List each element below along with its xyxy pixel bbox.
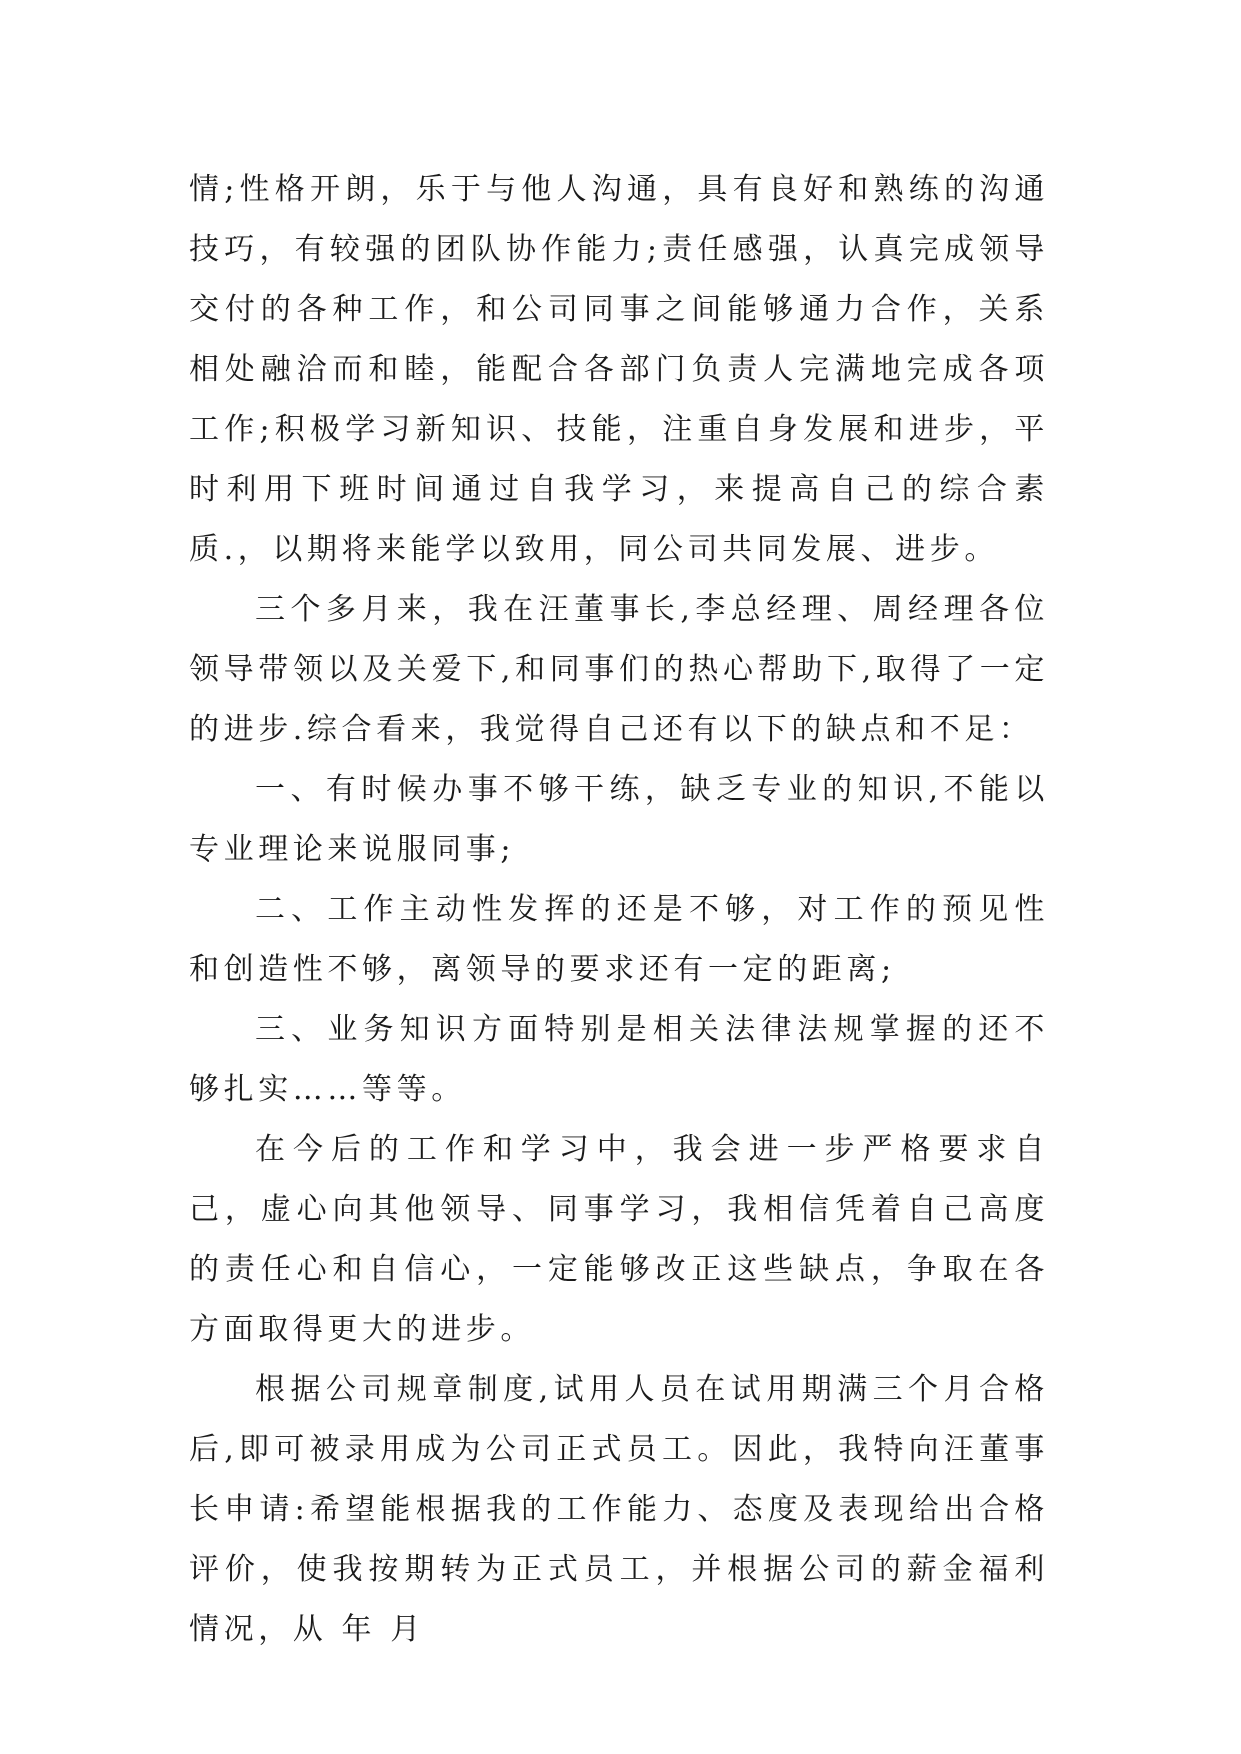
paragraph-5: 三、业务知识方面特别是相关法律法规掌握的还不够扎实……等等。 — [189, 1012, 1049, 1107]
paragraph-1: 情;性格开朗，乐于与他人沟通，具有良好和熟练的沟通技巧，有较强的团队协作能力;责任感强，认真完成领导交付的各种工作，和公司同事之间能够通力合作，关系相处融洽而和睦，能配合各部门负责人完满地完成各项工作;积极学习新知识、技能，注重自身发展和进步，平时利用下班时间通过自我学习，来提高自己的综合素质.，以期将来能学以致用，同公司共同发展、进步。 — [189, 172, 1049, 567]
paragraph-2: 三个多月来，我在汪董事长,李总经理、周经理各位领导带领以及关爱下,和同事们的热心帮助下,取得了一定的进步.综合看来，我觉得自己还有以下的缺点和不足： — [189, 592, 1049, 747]
paragraph-6: 在今后的工作和学习中，我会进一步严格要求自己，虚心向其他领导、同事学习，我相信凭着自己高度的责任心和自信心，一定能够改正这些缺点，争取在各方面取得更大的进步。 — [189, 1132, 1049, 1347]
document-body — [189, 160, 1049, 1660]
paragraph-4: 二、工作主动性发挥的还是不够，对工作的预见性和创造性不够，离领导的要求还有一定的距离; — [189, 892, 1049, 987]
paragraph-7: 根据公司规章制度,试用人员在试用期满三个月合格后,即可被录用成为公司正式员工。因此，我特向汪董事长申请:希望能根据我的工作能力、态度及表现给出合格评价，使我按期转为正式员工，并根据公司的薪金福利情况，从 年 月 — [189, 1372, 1049, 1647]
paragraph-3: 一、有时候办事不够干练，缺乏专业的知识,不能以专业理论来说服同事; — [189, 772, 1049, 867]
